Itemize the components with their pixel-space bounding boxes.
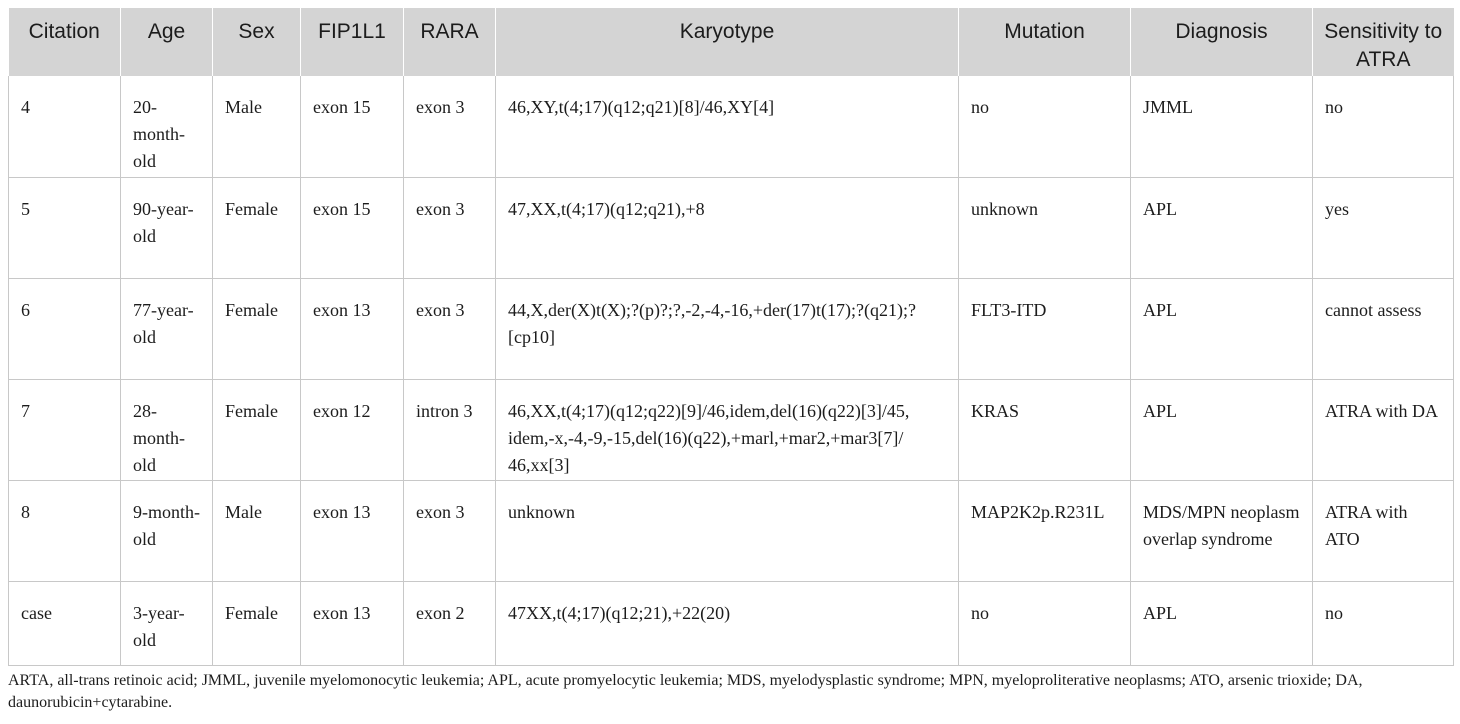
cell-fip1l1: exon 13 [301,278,404,379]
cell-fip1l1: exon 15 [301,76,404,177]
cell-age: 9-month-old [121,480,213,581]
cell-sensitivity: no [1313,581,1454,665]
cell-sex: Female [213,278,301,379]
cell-diagnosis: APL [1131,581,1313,665]
cell-karyotype: 46,XX,t(4;17)(q12;q22)[9]/46,idem,del(16)(q22)[3]/45, idem,-x,-4,-9,-15,del(16)(q22),+marl,+mar2,+mar3[7]/ 46,xx[3] [496,379,959,480]
table-row [9,581,1454,665]
header-age: Age [121,8,213,76]
cell-rara: exon 2 [404,581,496,665]
cell-karyotype: 46,XY,t(4;17)(q12;q21)[8]/46,XY[4] [496,76,959,177]
cell-citation: 8 [9,480,121,581]
cell-fip1l1: exon 15 [301,177,404,278]
table-row [9,480,1454,581]
cell-fip1l1: exon 13 [301,480,404,581]
cell-rara: exon 3 [404,177,496,278]
cell-citation: 4 [9,76,121,177]
cell-karyotype: 47,XX,t(4;17)(q12;q21),+8 [496,177,959,278]
cell-karyotype: 44,X,der(X)t(X);?(p)?;?,-2,-4,-16,+der(17)t(17);?(q21);?[cp10] [496,278,959,379]
cell-citation: case [9,581,121,665]
cell-rara: exon 3 [404,480,496,581]
table-body [9,76,1454,665]
cell-sex: Male [213,480,301,581]
cell-sex: Female [213,177,301,278]
header-fip1l1: FIP1L1 [301,8,404,76]
cell-sensitivity: yes [1313,177,1454,278]
cell-diagnosis: JMML [1131,76,1313,177]
cell-fip1l1: exon 12 [301,379,404,480]
cell-sensitivity: ATRA with ATO [1313,480,1454,581]
table-row [9,177,1454,278]
cell-sex: Male [213,76,301,177]
cell-karyotype: 47XX,t(4;17)(q12;21),+22(20) [496,581,959,665]
cell-diagnosis: APL [1131,379,1313,480]
case-table-container [8,8,1453,666]
cell-sex: Female [213,581,301,665]
header-row [9,8,1454,76]
header-citation: Citation [28,20,100,43]
cell-sex: Female [213,379,301,480]
cell-mutation: no [959,581,1131,665]
header-diagnosis: Diagnosis [1131,8,1313,76]
cell-sensitivity: ATRA with DA [1313,379,1454,480]
cell-citation: 7 [9,379,121,480]
cell-diagnosis: APL [1131,177,1313,278]
header-mutation: Mutation [959,8,1131,76]
table-row [9,379,1454,480]
cell-age: 90-year-old [121,177,213,278]
cell-mutation: no [959,76,1131,177]
cell-mutation: KRAS [959,379,1131,480]
cell-mutation: unknown [959,177,1131,278]
cell-mutation: MAP2K2p.R231L [959,480,1131,581]
cell-age: 20-month-old [121,76,213,177]
cell-rara: exon 3 [404,76,496,177]
cell-rara: exon 3 [404,278,496,379]
table-row [9,278,1454,379]
case-comparison-table [8,8,1454,666]
table-header [9,8,1454,76]
header-karyotype: Karyotype [496,8,959,76]
header-sex: Sex [213,8,301,76]
table-footnote: ARTA, all-trans retinoic acid; JMML, juvenile myelomonocytic leukemia; APL, acute promyelocytic leukemia; MDS, myelodysplastic syndrome; MPN, myeloproliterative neoplasms; ATO, arsenic trioxide; DA, daunorubicin+cytarabine. [8,672,1363,711]
cell-diagnosis: APL [1131,278,1313,379]
cell-age: 28-month-old [121,379,213,480]
header-rara: RARA [404,8,496,76]
cell-mutation: FLT3-ITD [959,278,1131,379]
table-row [9,76,1454,177]
cell-diagnosis: MDS/MPN neoplasm overlap syndrome [1131,480,1313,581]
cell-karyotype: unknown [496,480,959,581]
cell-citation: 5 [9,177,121,278]
cell-rara: intron 3 [404,379,496,480]
cell-age: 3-year-old [121,581,213,665]
cell-sensitivity: cannot assess [1313,278,1454,379]
cell-citation: 6 [9,278,121,379]
cell-fip1l1: exon 13 [301,581,404,665]
cell-sensitivity: no [1313,76,1454,177]
cell-age: 77-year-old [121,278,213,379]
header-sensitivity-to-atra: Sensitivity to ATRA [1313,8,1454,76]
